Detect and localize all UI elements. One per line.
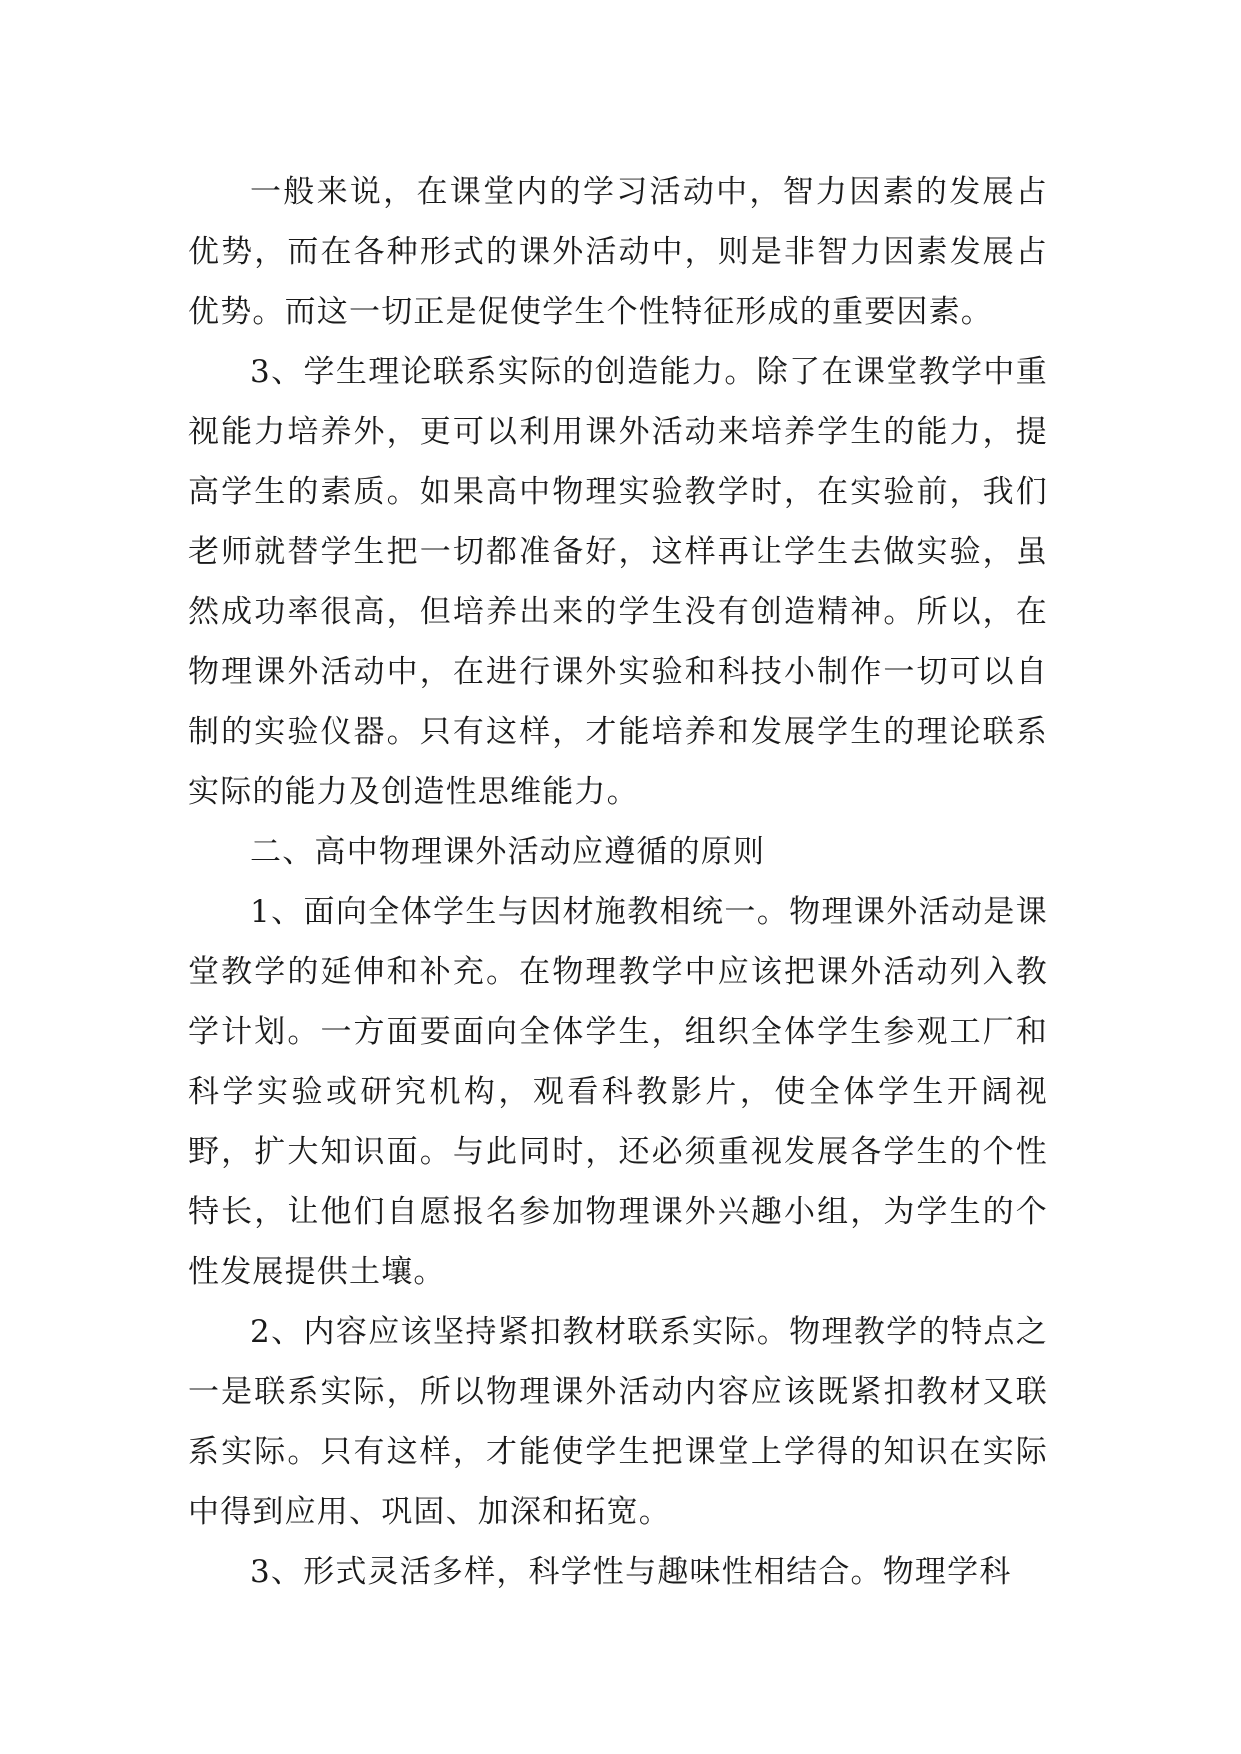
section-heading-principles: 二、高中物理课外活动应遵循的原则 [250,834,766,870]
paragraph-intelligence-factors: 一般来说，在课堂内的学习活动中，智力因素的发展占优势，而在各种形式的课外活动中，则是非智力因素发展占优势。而这一切正是促使学生个性特征形成的重要因素。 [188,174,1048,330]
paragraph-creative-ability: 3、学生理论联系实际的创造能力。除了在课堂教学中重视能力培养外，更可以利用课外活动来培养学生的能力，提高学生的素质。如果高中物理实验教学时，在实验前，我们老师就替学生把一切都准备好，这样再让学生去做实验，虽然成功率很高，但培养出来的学生没有创造精神。所以，在物理课外活动中，在进行课外实验和科技小制作一切可以自制的实验仪器。只有这样，才能培养和发展学生的理论联系实际的能力及创造性思维能力。 [188,354,1048,810]
paragraph-principle-2: 2、内容应该坚持紧扣教材联系实际。物理教学的特点之一是联系实际，所以物理课外活动内容应该既紧扣教材又联系实际。只有这样，才能使学生把课堂上学得的知识在实际中得到应用、巩固、加深和拓宽。 [188,1314,1048,1530]
document-body [188,162,1048,1602]
paragraph-principle-1: 1、面向全体学生与因材施教相统一。物理课外活动是课堂教学的延伸和补充。在物理教学中应该把课外活动列入教学计划。一方面要面向全体学生，组织全体学生参观工厂和科学实验或研究机构，观看科教影片，使全体学生开阔视野，扩大知识面。与此同时，还必须重视发展各学生的个性特长，让他们自愿报名参加物理课外兴趣小组，为学生的个性发展提供土壤。 [188,894,1048,1290]
paragraph-principle-3: 3、形式灵活多样，科学性与趣味性相结合。物理学科 [250,1554,1012,1590]
